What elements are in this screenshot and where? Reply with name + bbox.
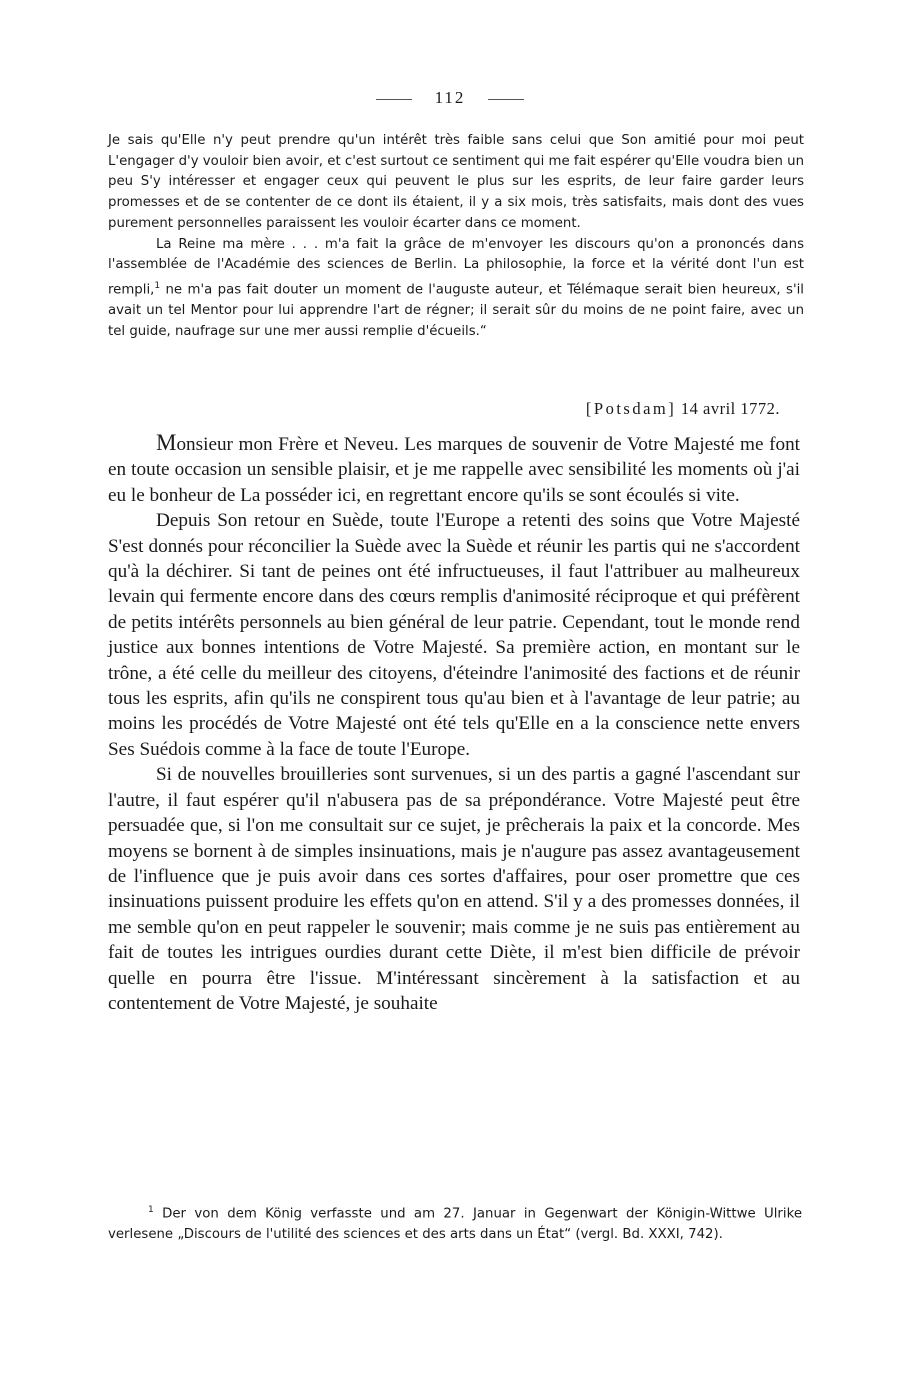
header-rule-right	[488, 99, 524, 100]
dateline-date: 14 avril 1772.	[680, 399, 780, 418]
page-header	[0, 88, 900, 108]
drop-initial: M	[156, 430, 177, 455]
letter-dateline	[586, 399, 780, 419]
previous-letter-excerpt	[108, 131, 804, 342]
page-number: 112	[434, 88, 466, 107]
paragraph-text: La Reine ma mère . . . m'a fait la grâce de m'envoyer les discours qu'on a prononcés dans l'assemblée de l'Académie des sciences de Berlin. La philosophie, la force et la vérité dont l'un est rempli,	[108, 236, 804, 298]
letter-body	[108, 430, 800, 1016]
letter-paragraph-2: Depuis Son retour en Suède, toute l'Europe a retenti des soins que Votre Majesté S'est donnés pour réconcilier la Suède avec la Suède et réunir les partis qui ne s'accordent qu'à la déchirer. Si tant de peines ont été infructueuses, il faut l'attribuer au malheureux levain qui fermente encore dans des cœurs remplis d'animosité réciproque et qui préfèrent de petits intérêts personnels au bien général de leur patrie. Cependant, tout le monde rend justice aux bonnes intentions de Votre Majesté. Sa première action, en montant sur le trône, a été celle du meilleur des citoyens, d'éteindre l'animosité des factions et de réunir tous les esprits, afin qu'ils ne conspirent tous qu'au bien et à l'avantage de leur patrie; au moins les procédés de Votre Majesté ont été tels qu'Elle en a la conscience nette envers Ses Suédois comme à la face de toute l'Europe.	[108, 510, 800, 760]
previous-letter-paragraph-2	[108, 235, 804, 343]
header-rule-left	[376, 99, 412, 100]
footnote	[108, 1200, 802, 1245]
footnote-text: Der von dem König verfasste und am 27. Januar in Gegenwart der Königin-Wittwe Ulrike verlesene „Discours de l'utilité des sciences et des arts dans un État“ (vergl. Bd. XXXI, 742).	[108, 1206, 802, 1243]
footnote-reference: 1	[154, 280, 161, 291]
paragraph-text: onsieur mon Frère et Neveu. Les marques de souvenir de Votre Majesté me font en toute occasion un sensible plaisir, et je me rappelle avec sensibilité les moments où j'ai eu le bonheur de La posséder ici, en regrettant encore qu'ils se sont écoulés si vite.	[108, 434, 800, 506]
paragraph-text: ne m'a pas fait douter un moment de l'auguste auteur, et Télémaque serait bien heureux, s'il avait un tel Mentor pour lui apprendre l'art de régner; il serait sûr du moins de ne point faire, avec un tel guide, naufrage sur une mer aussi remplie d'écueils.“	[108, 282, 804, 339]
footnote-mark: 1	[148, 1205, 154, 1215]
letter-paragraph-3: Si de nouvelles brouilleries sont survenues, si un des partis a gagné l'ascendant sur l'autre, il faut espérer qu'il n'abusera pas de sa prépondérance. Votre Majesté peut être persuadée que, si l'on me consultait sur ce sujet, je prêcherais la paix et la concorde. Mes moyens se bornent à de simples insinuations, mais je n'augure pas assez avantageusement de l'influence que je puis avoir dans ces sortes d'affaires, pour oser promettre que ces insinuations puissent produire les effets qu'on en attend. S'il y a des promesses données, il me semble qu'on en peut rappeler le souvenir; mais comme je ne suis pas entièrement au fait de toutes les intrigues ourdies durant cette Diète, il m'est bien difficile de prévoir quelle en pourra être l'issue. M'intéressant sincèrement à la satisfaction et au contentement de Votre Majesté, je souhaite	[108, 764, 800, 1014]
dateline-place: [Potsdam]	[585, 399, 677, 418]
letter-paragraph-1	[108, 430, 800, 508]
previous-letter-paragraph-1: Je sais qu'Elle n'y peut prendre qu'un intérêt très faible sans celui que Son amitié pour moi peut L'engager d'y vouloir bien avoir, et c'est surtout ce sentiment qui me fait espérer qu'Elle voudra bien un peu S'y intéresser et engager ceux qui peuvent le plus sur les esprits, de leur faire garder leurs promesses et de se contenter de ce dont ils étaient, il y a six mois, très satisfaits, mais dont des vues purement personnelles paraissent les vouloir écarter dans ce moment.	[108, 133, 804, 231]
